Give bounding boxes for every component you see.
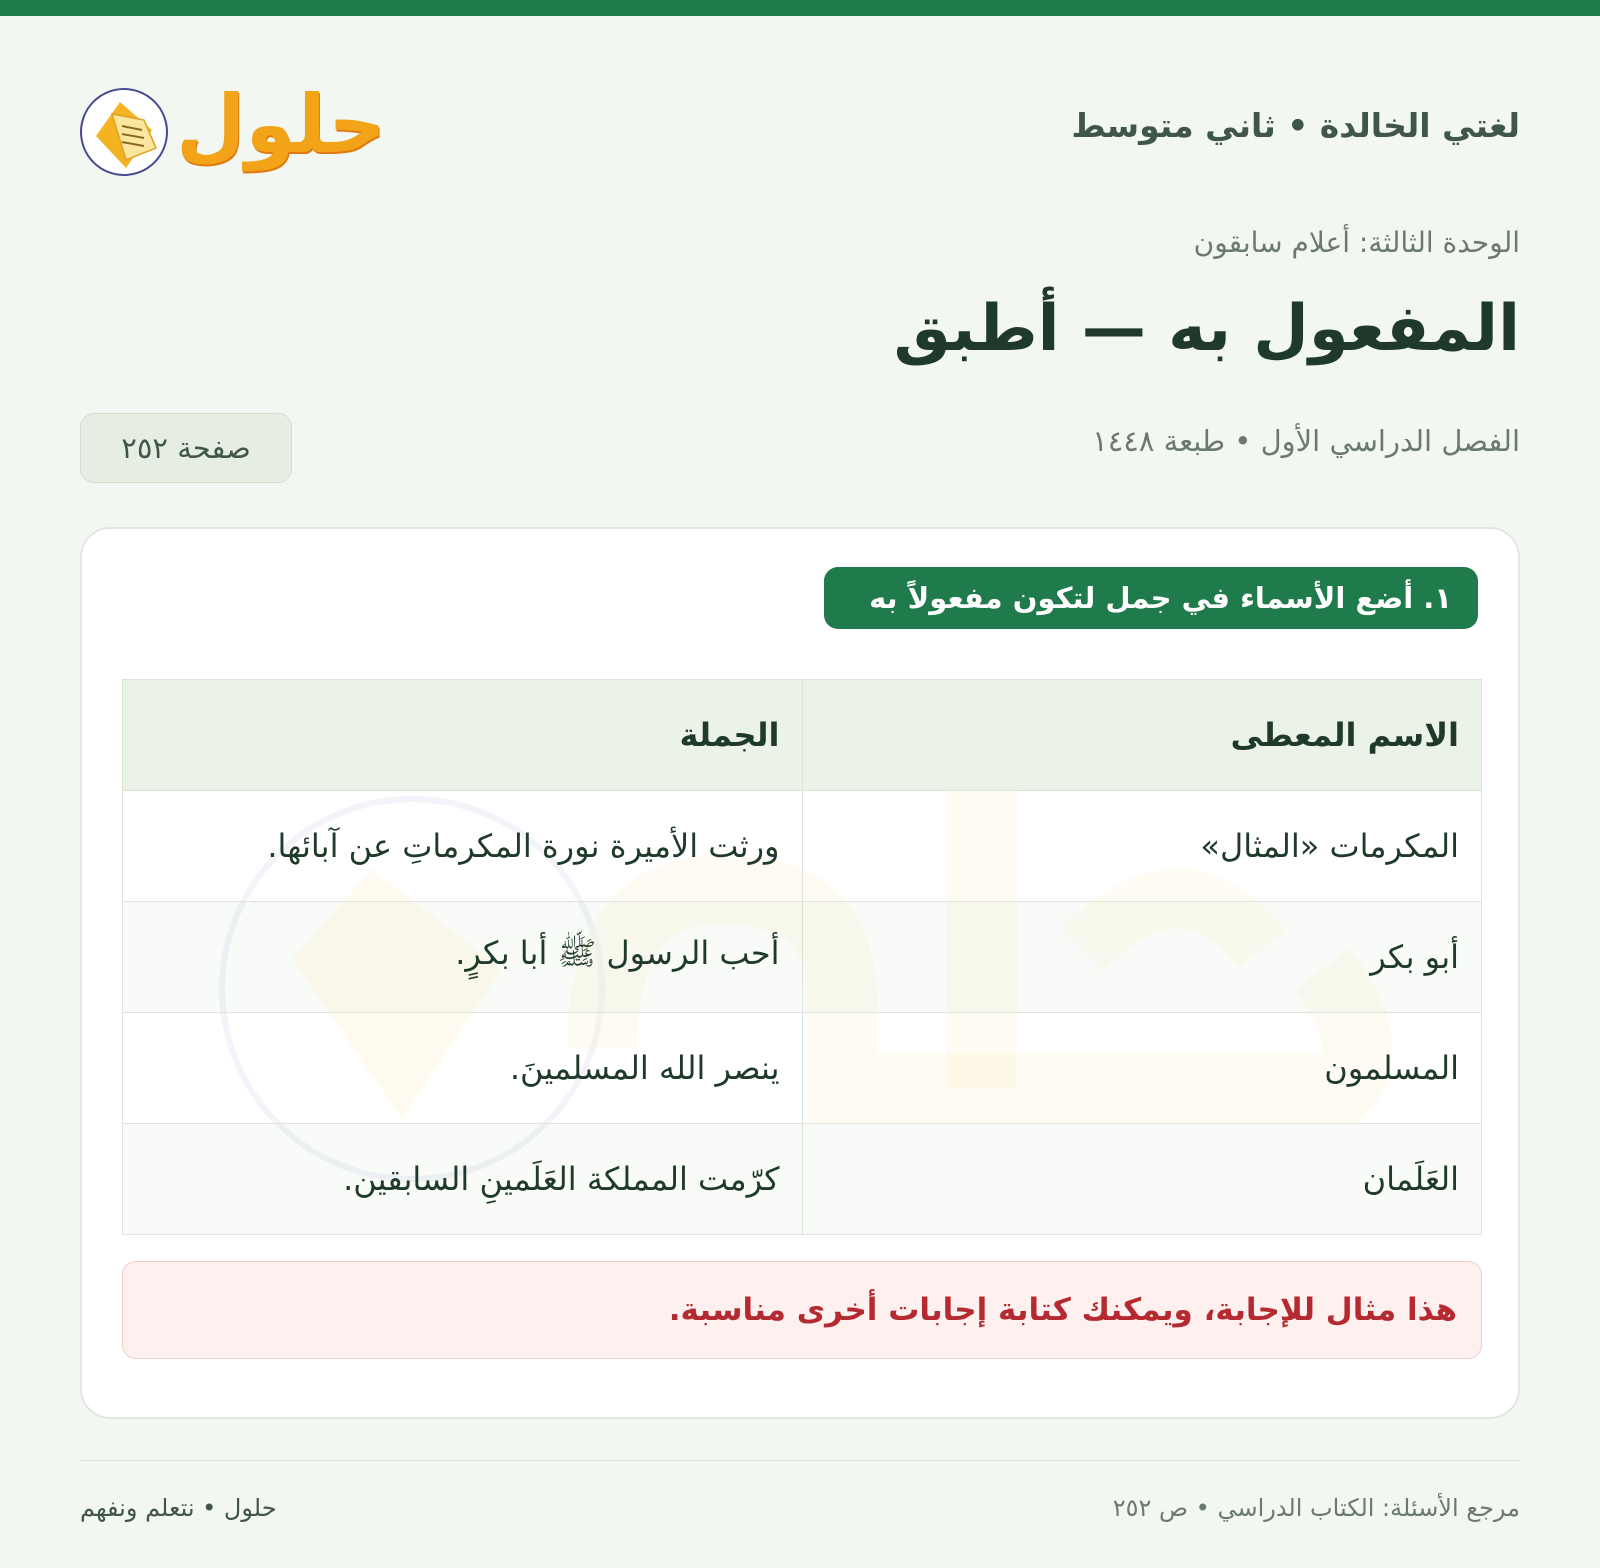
given-name-cell: المسلمون: [802, 1013, 1482, 1124]
sentence-cell: كرّمت المملكة العَلَمينِ السابقين.: [123, 1124, 803, 1235]
footer-divider: [80, 1460, 1520, 1461]
table-row: [123, 1124, 1482, 1235]
site-logo[interactable]: [80, 70, 386, 180]
given-name-cell: العَلَمان: [802, 1124, 1482, 1235]
given-name-cell: المكرمات «المثال»: [802, 791, 1482, 902]
answer-table: [122, 679, 1482, 1235]
answer-note: هذا مثال للإجابة، ويمكنك كتابة إجابات أخرى مناسبة.: [122, 1261, 1482, 1359]
table-row: [123, 1013, 1482, 1124]
lesson-title: المفعول به — أطبق: [893, 292, 1520, 366]
page-badge: صفحة ٢٥٢: [80, 413, 292, 483]
table-header-row: [123, 680, 1482, 791]
footer-reference: مرجع الأسئلة: الكتاب الدراسي • ص ٢٥٢: [1112, 1494, 1520, 1522]
sentence-cell: ينصر الله المسلمينَ.: [123, 1013, 803, 1124]
unit-label: الوحدة الثالثة: أعلام سابقون: [1193, 226, 1520, 259]
subject-title: لغتي الخالدة • ثاني متوسط: [1071, 106, 1520, 145]
sentence-cell: أحب الرسول ﷺ أبا بكرٍ.: [123, 902, 803, 1013]
question-title: ١. أضع الأسماء في جمل لتكون مفعولاً به: [824, 567, 1478, 629]
sentence-cell: ورثت الأميرة نورة المكرماتِ عن آبائها.: [123, 791, 803, 902]
table-row: [123, 791, 1482, 902]
header: [80, 70, 1520, 180]
given-name-cell: أبو بكر: [802, 902, 1482, 1013]
footer-brand[interactable]: حلول • نتعلم ونفهم: [80, 1494, 277, 1522]
term-label: الفصل الدراسي الأول • طبعة ١٤٤٨: [1092, 424, 1520, 458]
column-header-name: الاسم المعطى: [802, 680, 1482, 791]
column-header-sentence: الجملة: [123, 680, 803, 791]
top-accent-bar: [0, 0, 1600, 16]
table-row: [123, 902, 1482, 1013]
logo-wordmark: حلول: [176, 78, 386, 171]
exercise-card: [80, 527, 1520, 1419]
book-icon: [80, 88, 168, 176]
